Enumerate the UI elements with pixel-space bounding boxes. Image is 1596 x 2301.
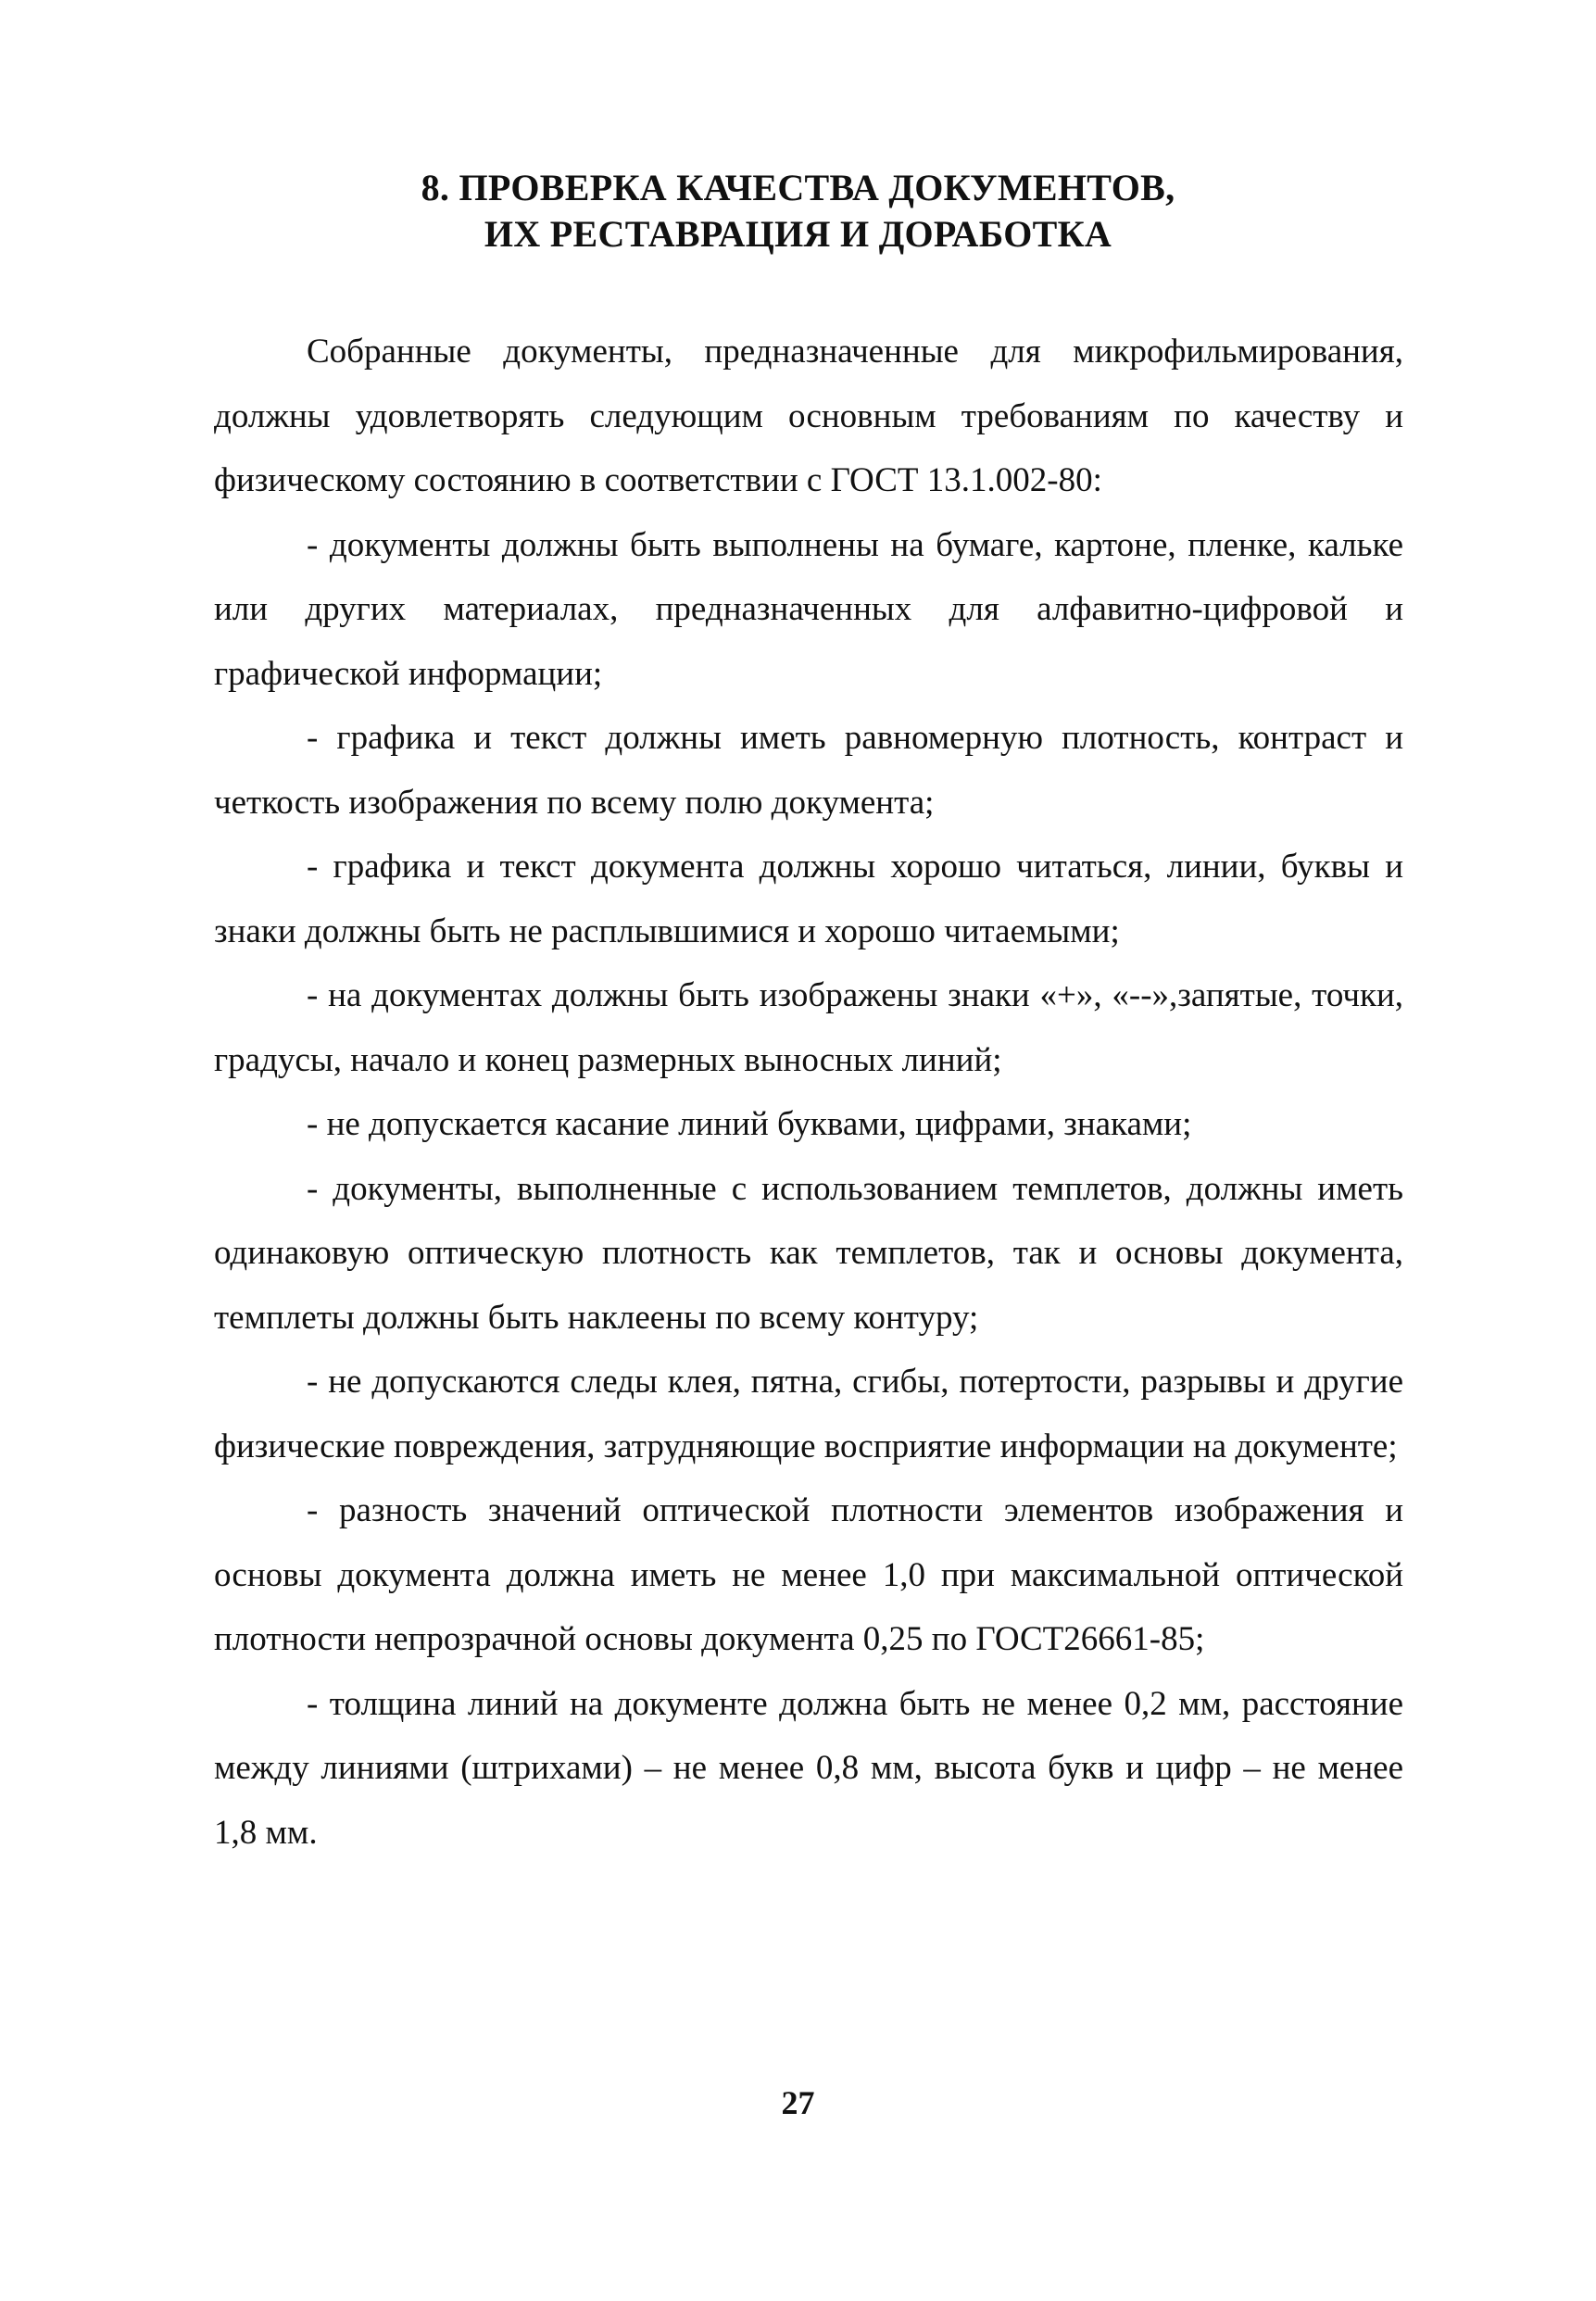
section-heading-line-2: ИХ РЕСТАВРАЦИЯ И ДОРАБОТКА [484,213,1112,255]
requirement-optical-density: - разность значений оптической плотности элементов изображения и основы документа должна иметь не менее 1,0 при максимальной оптической плотности непрозрачной основы документа 0,25 по ГОСТ26661-85; [214,1491,1403,1658]
requirement-templates: - документы, выполненные с использованием темплетов, должны иметь одинаковую оптическую плотность как темплетов, так и основы документа, темплеты должны быть наклеены по всему контуру; [214,1169,1403,1337]
section-heading [0,165,1596,258]
requirement-line-thickness: - толщина линий на документе должна быть не менее 0,2 мм, расстояние между линиями (штрихами) – не менее 0,8 мм, высота букв и цифр – не менее 1,8 мм. [214,1684,1403,1852]
section-heading-line-1: 8. ПРОВЕРКА КАЧЕСТВА ДОКУМЕНТОВ, [421,167,1175,208]
page-number: 27 [781,2084,815,2121]
requirement-no-damage: - не допускаются следы клея, пятна, сгибы, потертости, разрывы и другие физические повреждения, затрудняющие восприятие информации на документе; [214,1363,1403,1465]
paragraph-intro: Собранные документы, предназначенные для микрофильмирования, должны удовлетворять следующим основным требованиям по качеству и физическому состоянию в соответствии с ГОСТ 13.1.002-80: [214,333,1403,499]
requirement-materials: - документы должны быть выполнены на бумаге, картоне, пленке, кальке или других материалах, предназначенных для алфавитно-цифровой и графической информации; [214,525,1403,693]
requirement-density-contrast: - графика и текст должны иметь равномерную плотность, контраст и четкость изображения по всему полю документа; [214,719,1403,822]
body-text [214,320,1403,1865]
requirement-no-touching: - не допускается касание линий буквами, цифрами, знаками; [307,1105,1192,1143]
requirement-signs: - на документах должны быть изображены знаки «+», «--»,запятые, точки, градусы, начало и конец размерных выносных линий; [214,976,1403,1079]
requirement-readability: - графика и текст документа должны хорошо читаться, линии, буквы и знаки должны быть не расплывшимися и хорошо читаемыми; [214,848,1403,950]
